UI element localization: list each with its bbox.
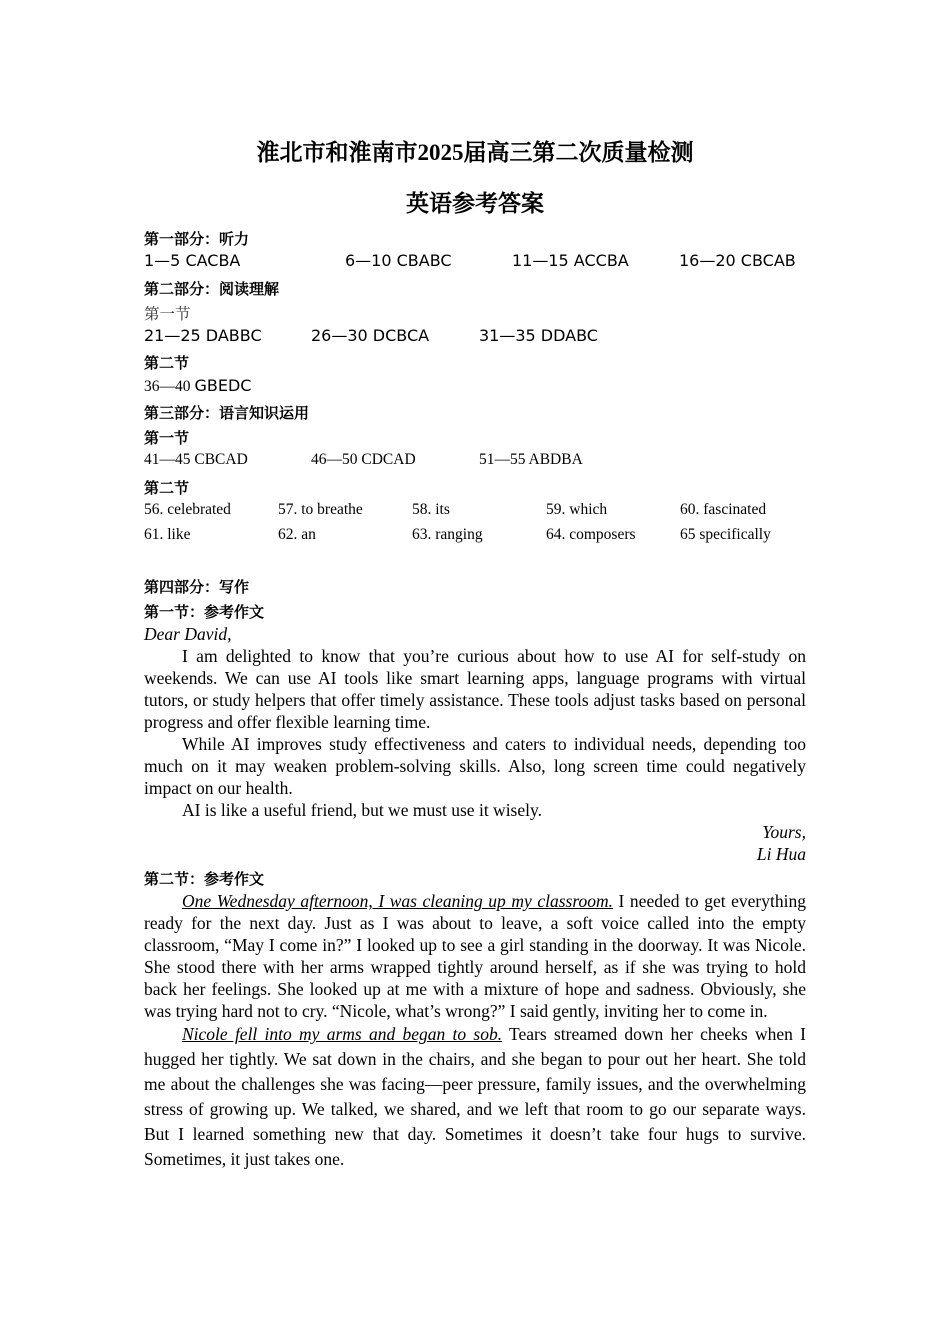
part2-sec2-answers bbox=[144, 376, 251, 396]
fill-answer: 63. ranging bbox=[412, 526, 483, 543]
answer-group: 6—10 CBABC bbox=[345, 251, 452, 270]
answer-letters: GBEDC bbox=[194, 376, 252, 395]
fill-answer: 57. to breathe bbox=[278, 501, 363, 518]
answer-group: 41—45 CBCAD bbox=[144, 451, 248, 468]
letter-signature: Li Hua bbox=[756, 844, 806, 864]
part2-heading: 第二部分：阅读理解 bbox=[144, 280, 280, 298]
part1-heading: 第一部分：听力 bbox=[144, 230, 250, 248]
part4-heading: 第四部分：写作 bbox=[144, 578, 250, 596]
story-paragraph bbox=[144, 1022, 806, 1172]
answer-group: 51—55 ABDBA bbox=[479, 451, 583, 468]
story-text: I needed to get everything ready for the next day. Just as I was about to leave, a soft voice called into the empty classroom, “May I come in?” I looked up to see a girl standing in the doorway. It was Nicole. She stood there with her arms wrapped tightly around herself, as if she was trying to hold back her feelings. She looked up at me with a mixture of hope and sadness. Obviously, she was trying hard not to cry. “Nicole, what’s wrong?” I said gently, inviting her to come in. bbox=[144, 891, 806, 1021]
fill-answer: 59. which bbox=[546, 501, 608, 518]
answer-group: 31—35 DDABC bbox=[479, 326, 598, 345]
fill-answer: 65 specifically bbox=[680, 526, 771, 543]
part3-sec2-label: 第二节 bbox=[144, 479, 190, 497]
part3-sec1-label: 第一节 bbox=[144, 429, 190, 447]
answer-group: 21—25 DABBC bbox=[144, 326, 262, 345]
fill-answer: 56. celebrated bbox=[144, 501, 231, 518]
story-text: Tears streamed down her cheeks when I hugged her tightly. We sat down in the chairs, and she began to pour out her heart. She told me about the challenges she was facing—peer pressure, family issues, and the overwhelming stress of growing up. We talked, we shared, and we left that room to go our separate ways. But I learned something new that day. Sometimes it doesn’t take four hugs to survive. Sometimes, it just takes one. bbox=[144, 1024, 806, 1169]
story-paragraph bbox=[144, 890, 806, 1022]
page-subtitle: 英语参考答案 bbox=[406, 191, 544, 216]
fill-answer: 58. its bbox=[412, 501, 450, 518]
part1-answers bbox=[144, 251, 806, 273]
part4-sec1-label: 第一节：参考作文 bbox=[144, 603, 265, 621]
fill-row-1 bbox=[144, 501, 806, 523]
letter-paragraph: While AI improves study effectiveness and caters to individual needs, depending too much on it may weaken problem-solving skills. Also, long screen time could negatively impact on our health. bbox=[144, 734, 806, 798]
fill-row-2 bbox=[144, 526, 806, 548]
part2-sec1-label: 第一节 bbox=[144, 306, 191, 323]
answer-group: 46—50 CDCAD bbox=[311, 451, 416, 468]
part3-sec1-answers bbox=[144, 451, 806, 473]
sample-letter bbox=[144, 623, 806, 865]
fill-answer: 61. like bbox=[144, 526, 191, 543]
part3-heading: 第三部分：语言知识运用 bbox=[144, 404, 310, 422]
answer-group: 11—15 ACCBA bbox=[512, 251, 629, 270]
answer-group: 1—5 CACBA bbox=[144, 251, 241, 270]
letter-paragraph: I am delighted to know that you’re curious about how to use AI for self-study on weekends. We can use AI tools like smart learning apps, language programs with virtual tutors, or study helpers that offer timely assistance. These tools adjust tasks based on personal progress and offer flexible learning time. bbox=[144, 646, 806, 732]
fill-answer: 64. composers bbox=[546, 526, 636, 543]
fill-answer: 62. an bbox=[278, 526, 316, 543]
part4-sec2-label: 第二节：参考作文 bbox=[144, 870, 265, 888]
story-lead-sentence: Nicole fell into my arms and began to sob. bbox=[182, 1024, 503, 1044]
answer-group: 16—20 CBCAB bbox=[679, 251, 796, 270]
letter-closing: Yours, bbox=[762, 822, 806, 842]
story-lead-sentence: One Wednesday afternoon, I was cleaning up my classroom. bbox=[182, 891, 613, 911]
sample-story bbox=[144, 890, 806, 1172]
letter-paragraph: AI is like a useful friend, but we must use it wisely. bbox=[182, 800, 542, 820]
part2-sec1-answers bbox=[144, 326, 806, 348]
part2-sec2-label: 第二节 bbox=[144, 354, 190, 372]
page-title: 淮北市和淮南市2025届高三第二次质量检测 bbox=[256, 140, 694, 165]
letter-greeting: Dear David, bbox=[144, 624, 232, 644]
answer-range: 36—40 bbox=[144, 378, 191, 395]
fill-answer: 60. fascinated bbox=[680, 501, 767, 518]
answer-group: 26—30 DCBCA bbox=[311, 326, 430, 345]
